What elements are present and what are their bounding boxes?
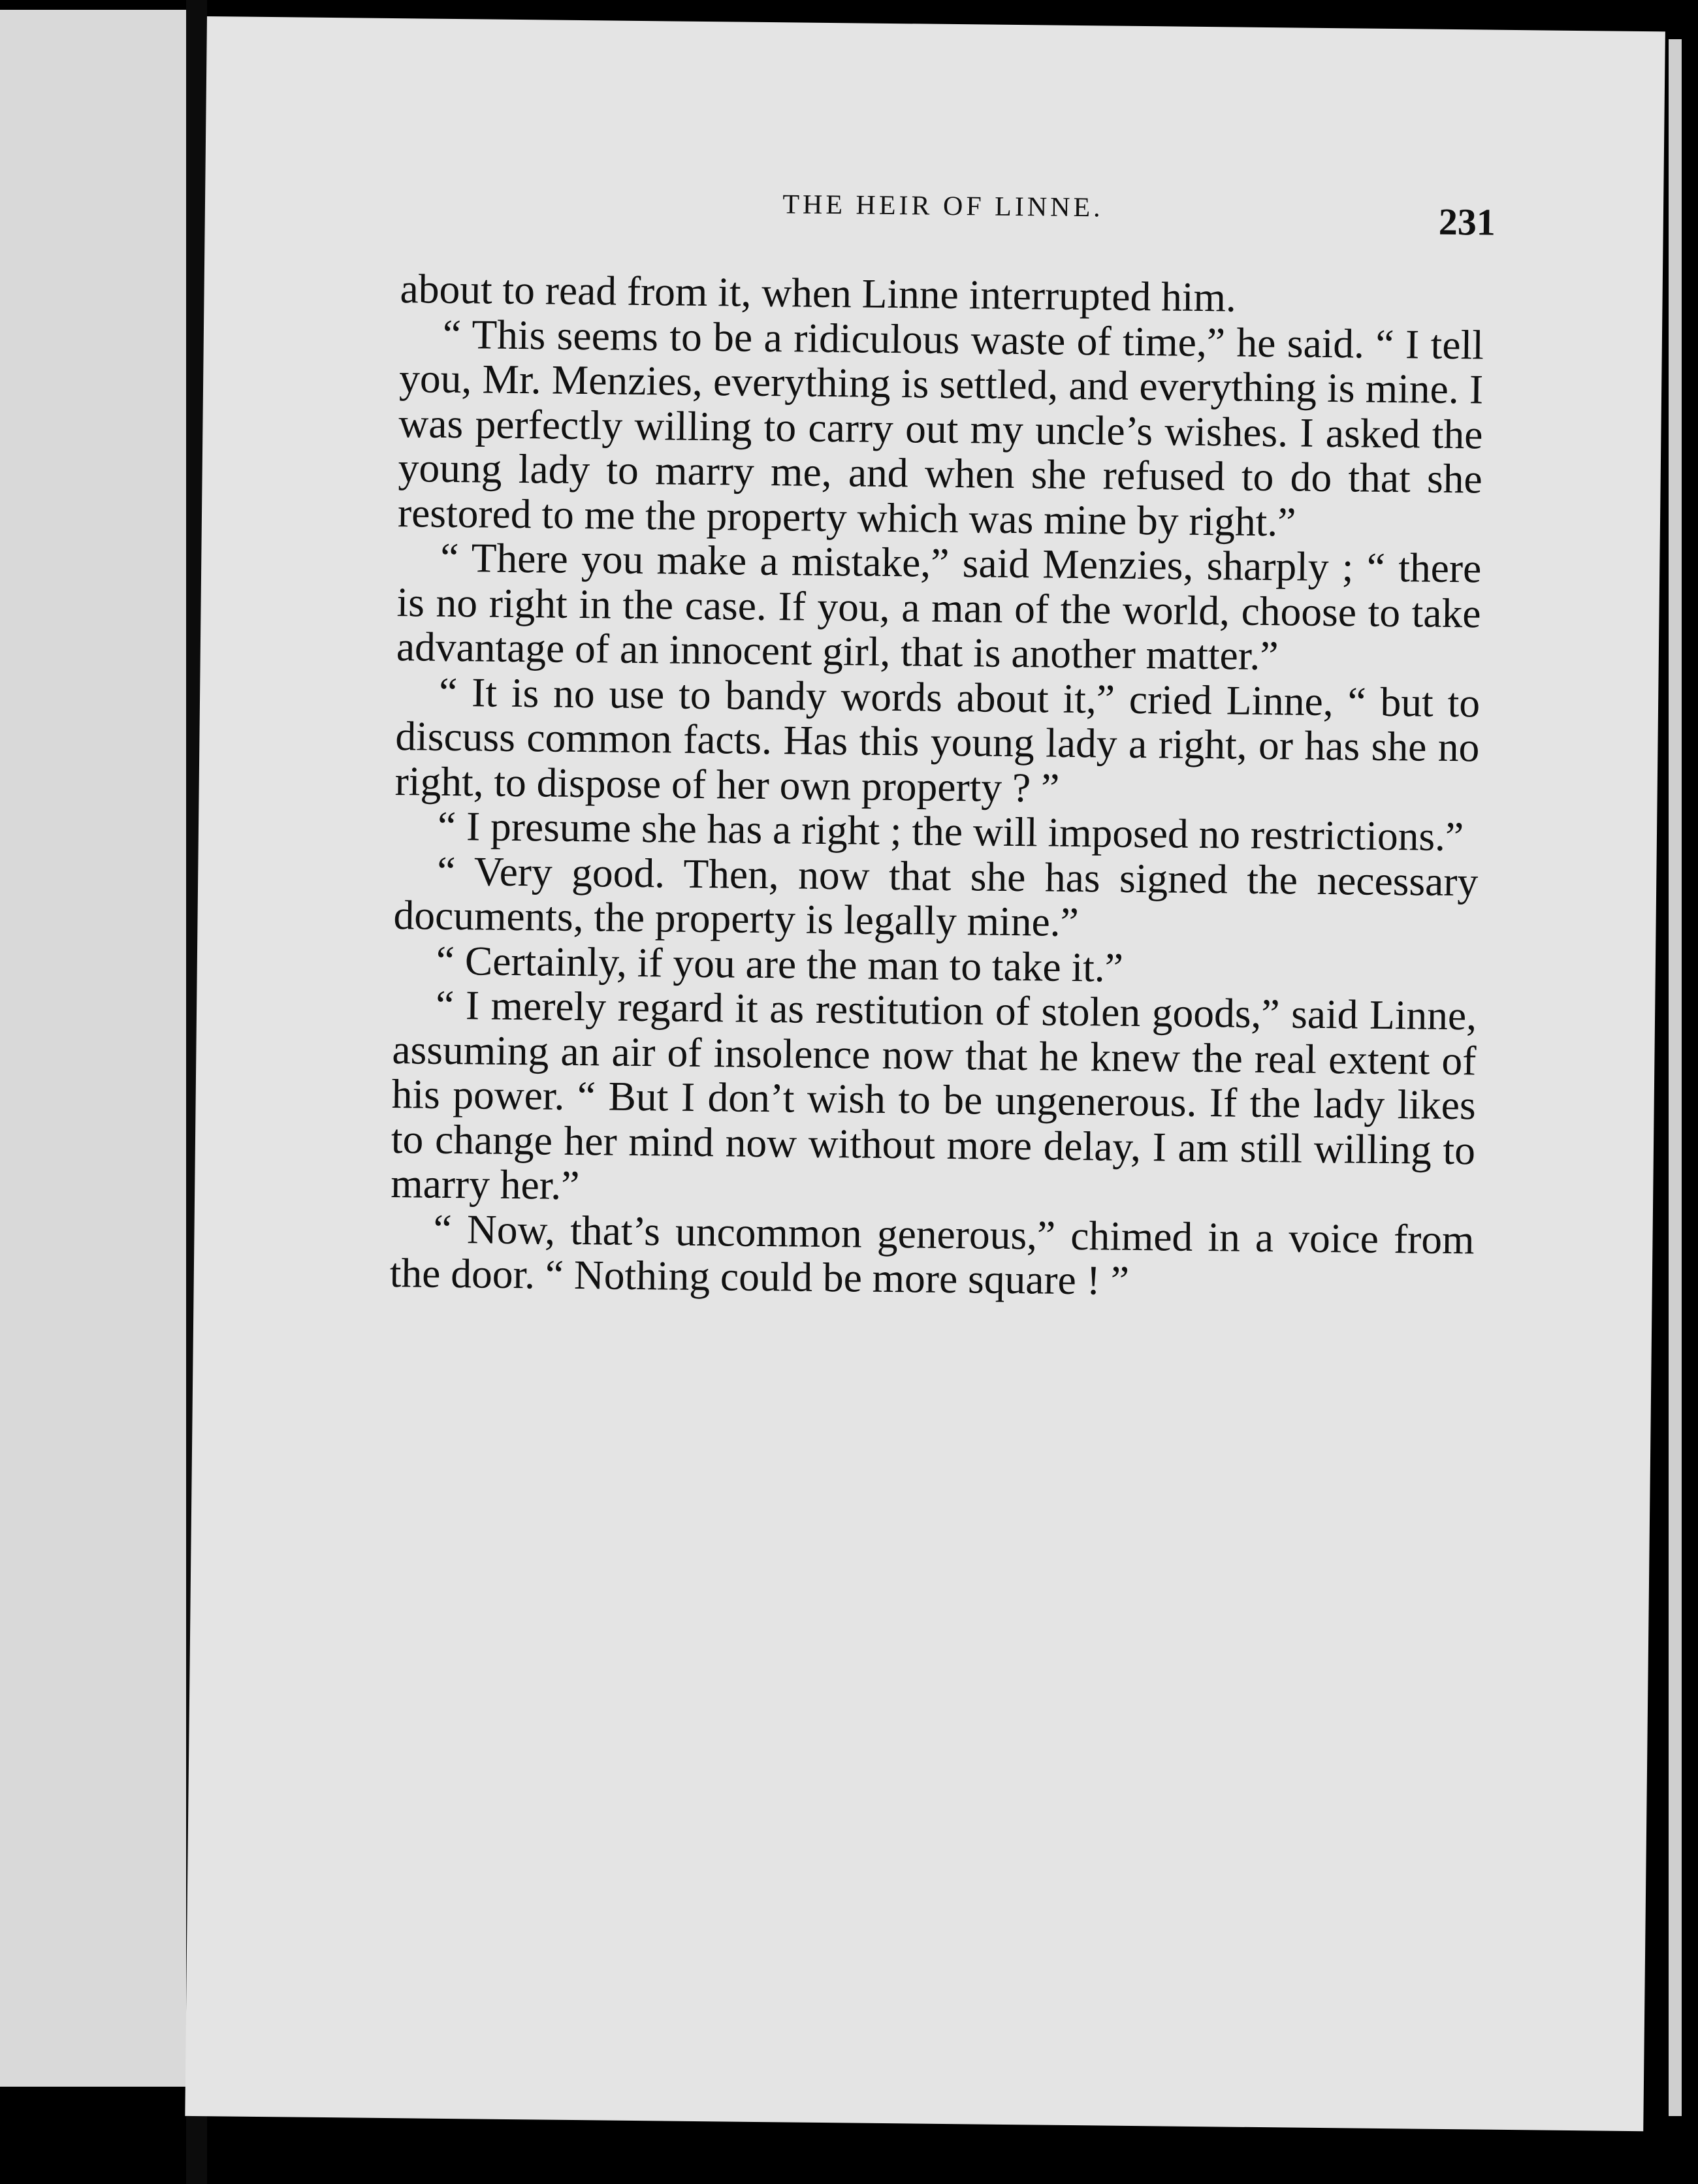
- facing-page: [0, 10, 186, 2087]
- paragraph: “ Now, that’s uncommon generous,” chimed in a voice from the door. “ Nothing could be more square ! ”: [389, 1205, 1475, 1304]
- running-head: THE HEIR OF LINNE.: [782, 189, 1104, 223]
- page-edge: [1669, 39, 1682, 2116]
- paragraph: “ This seems to be a ridiculous waste of time,” he said. “ I tell you, Mr. Menzies, everything is settled, and everything is mine. I was perfectly willing to carry out my uncle’s wishes. I asked the young lady to marry me, and when she refused to do that she restored to me the property which was mine by right.”: [397, 310, 1484, 545]
- paragraph: about to read from it, when Linne interrupted him.: [400, 265, 1237, 321]
- paragraph: “ Certainly, if you are the man to take it.”: [436, 937, 1124, 991]
- paragraph: “ I merely regard it as restitution of stolen goods,” said Linne, assuming an air of insolence now that he knew the real extent of his power. “ But I don’t wish to be ungenerous. If the lady likes to change her mind now without more delay, I am still willing to marry her.”: [390, 981, 1477, 1209]
- paragraph: “ It is no use to bandy words about it,” cried Linne, “ but to discuss common facts. Has this young lady a right, or has she no right, to dispose of her own property ? ”: [394, 668, 1481, 811]
- book-page: [185, 16, 1665, 2131]
- paragraph: “ I presume she has a right ; the will imposed no restrictions.”: [437, 802, 1464, 860]
- page-number: 231: [1438, 200, 1496, 244]
- paragraph: “ There you make a mistake,” said Menzies, sharply ; “ there is no right in the case. If you, a man of the world, choose to take advantage of an innocent girl, that is another matter.”: [396, 534, 1482, 679]
- page-text-block: [389, 185, 1496, 1304]
- body-text: [390, 266, 1484, 1307]
- paragraph: “ Very good. Then, now that she has signed the necessary documents, the property is legally mine.”: [393, 847, 1479, 946]
